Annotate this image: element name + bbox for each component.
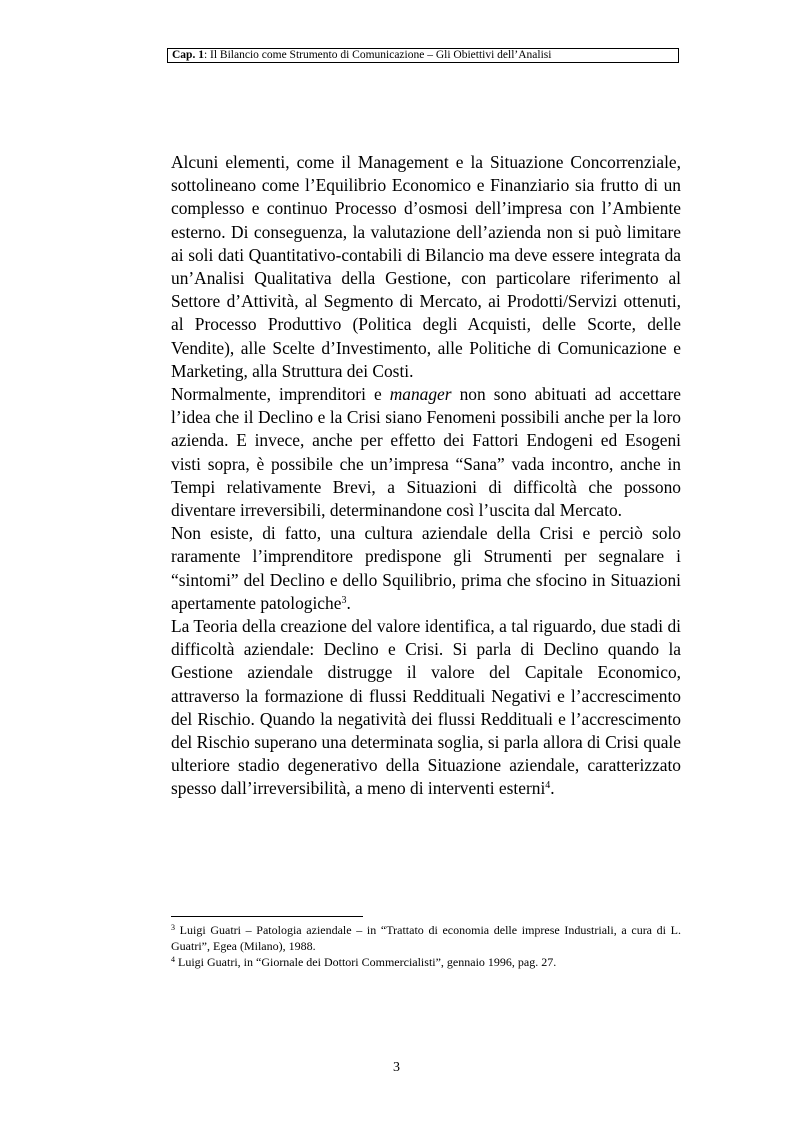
page-number: 3 bbox=[393, 1060, 400, 1075]
footnote-number: 3 bbox=[171, 923, 175, 932]
footnote-ref-3[interactable]: 3 bbox=[341, 594, 347, 606]
footnote-ref-4[interactable]: 4 bbox=[545, 780, 551, 792]
paragraph-3 bbox=[171, 522, 681, 615]
running-header bbox=[167, 48, 679, 63]
paragraph-4-period: . bbox=[550, 778, 555, 799]
paragraph-3-period: . bbox=[346, 592, 351, 613]
paragraph-3-text: Non esiste, di fatto, una cultura aziendale della Crisi e perciò solo raramente l’imprenditore predispone gli Strumenti per segnalare i “sintomi” del Declino e dello Squilibrio, prima che sfocino in Situazioni apertamente patologiche bbox=[171, 523, 681, 613]
paragraph-2-start: Normalmente, imprenditori e bbox=[171, 384, 390, 405]
footnote-text: Luigi Guatri, in “Giornale dei Dottori Commercialisti”, gennaio 1996, pag. 27. bbox=[175, 955, 557, 969]
paragraph-4 bbox=[171, 615, 681, 801]
paragraph-1: Alcuni elementi, come il Management e la Situazione Concorrenziale, sottolineano come l’Equilibrio Economico e Finanziario sia frutto di un complesso e continuo Processo d’osmosi dell’impresa con l’Ambiente esterno. Di conseguenza, la valutazione dell’azienda non si può limitare ai soli dati Quantitativo-contabili di Bilancio ma deve essere integrata da un’Analisi Qualitativa della Gestione, con particolare riferimento al Settore d’Attività, al Segmento di Mercato, ai Prodotti/Servizi ottenuti, al Processo Produttivo (Politica degli Acquisti, delle Scorte, delle Vendite), alle Scelte d’Investimento, alle Politiche di Comunicazione e Marketing, alla Struttura dei Costi. bbox=[171, 152, 681, 381]
chapter-label: Cap. 1 bbox=[172, 49, 204, 61]
footnote-text: Luigi Guatri – Patologia aziendale – in “Trattato di economia delle imprese Industriali, a cura di L. Guatri”, Egea (Milano), 1988. bbox=[171, 923, 681, 953]
footnote-number: 4 bbox=[171, 955, 175, 964]
footnote-3 bbox=[171, 922, 681, 954]
footnote-separator bbox=[171, 916, 363, 917]
paragraph-2 bbox=[171, 383, 681, 522]
chapter-separator: : bbox=[203, 49, 211, 61]
footnotes bbox=[171, 922, 681, 970]
paragraph-4-text: La Teoria della creazione del valore identifica, a tal riguardo, due stadi di difficoltà aziendale: Declino e Crisi. Si parla di Declino quando la Gestione aziendale distrugge il valore del Capitale Economico, attraverso la formazione di flussi Reddituali Negativi e l’accrescimento del Rischio. Quando la negatività dei flussi Reddituali e l’accrescimento del Rischio superano una determinata soglia, si parla allora di Crisi quale ulteriore stadio degenerativo della Situazione aziendale, caratterizzato spesso dall’irreversibilità, a meno di interventi esterni bbox=[171, 616, 681, 799]
footnote-4 bbox=[171, 954, 681, 970]
chapter-title: Il Bilancio come Strumento di Comunicazione – Gli Obiettivi dell’Analisi bbox=[210, 49, 552, 61]
paragraph-2-italic-term: manager bbox=[389, 384, 452, 405]
paragraph-2-end: non sono abituati ad accettare l’idea che il Declino e la Crisi siano Fenomeni possibili anche per la loro azienda. E invece, anche per effetto dei Fattori Endogeni ed Esogeni visti sopra, è possibile che un’impresa “Sana” vada incontro, anche in Tempi relativamente Brevi, a Situazioni di difficoltà che possono diventare irreversibili, determinandone così l’uscita dal Mercato. bbox=[171, 384, 681, 521]
main-text bbox=[171, 151, 681, 801]
